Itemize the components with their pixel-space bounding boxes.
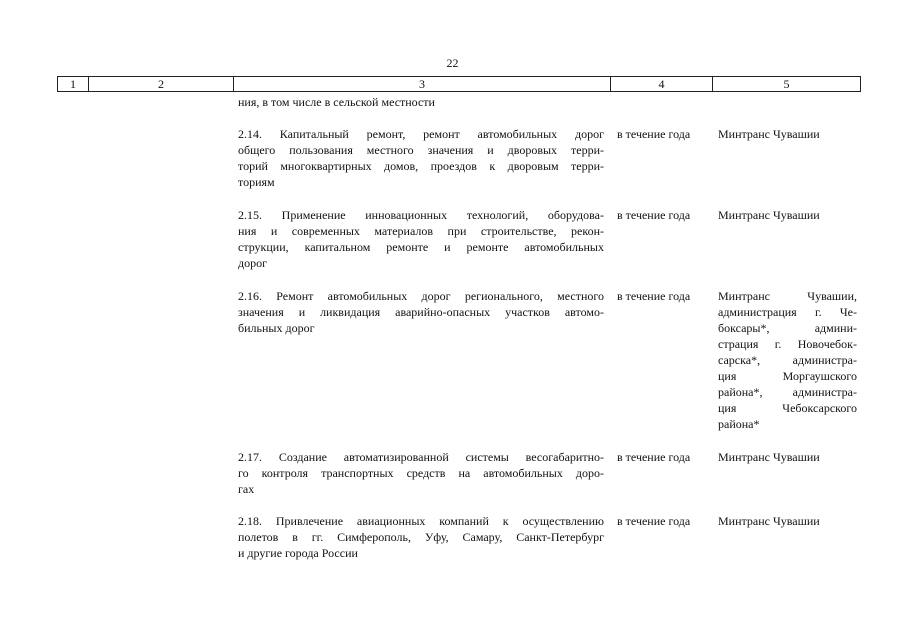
text-line: Минтранс Чувашии [718,127,820,141]
text-line: Минтранс Чувашии [718,514,820,528]
table-row-2-16-measure [238,288,604,336]
text-line: ция Чебоксарского [718,401,857,415]
text-line: 2.17. Создание автоматизированной системы весогабаритно- [238,450,604,464]
text-line: боксары*, админи- [718,321,857,335]
text-line: района*, администра- [718,385,857,399]
text-line: го контроля транспортных средств на автомобильных доро- [238,466,604,480]
text-line: полетов в гг. Симферополь, Уфу, Самару, Санкт-Петербург [238,530,604,544]
table-row-2-17-term: в течение года [617,450,691,464]
text-line: 2.15. Применение инновационных технологий, оборудова- [238,208,604,222]
text-line: значения и ликвидация аварийно-опасных участков автомо- [238,305,604,319]
text-line: Минтранс Чувашии [718,208,820,222]
table-row-2-15-measure [238,207,604,271]
table-row-2-15-responsible [718,207,857,223]
table-row-2-14-term: в течение года [617,127,691,141]
text-line: 2.16. Ремонт автомобильных дорог регионального, местного [238,289,604,303]
table-row-2-14-responsible [718,126,857,142]
text-line: ния и современных материалов при строительстве, рекон- [238,224,604,238]
text-line: дорог [238,256,268,270]
table-header-row [57,76,861,92]
table-row-2-18-measure [238,513,604,561]
table-row-2-15-term: в течение года [617,208,691,222]
table-row-2-14-measure [238,126,604,190]
text-line: Минтранс Чувашии, [718,289,857,303]
header-col-1: 1 [58,77,89,91]
text-line: ция Моргаушского [718,369,857,383]
text-line: струкции, капитальном ремонте и ремонте автомобильных [238,240,604,254]
text-line: бильных дорог [238,321,315,335]
text-line: 2.18. Привлечение авиационных компаний к осуществлению [238,514,604,528]
continuation-text [238,94,604,110]
text-line: района* [718,417,760,431]
table-row-2-17-measure [238,449,604,497]
text-line: 2.14. Капитальный ремонт, ремонт автомобильных дорог [238,127,604,141]
table-row-2-17-responsible [718,449,857,465]
text-line: ния, в том числе в сельской местности [238,95,435,109]
header-col-5: 5 [783,77,790,91]
header-col-4: 4 [611,77,713,91]
text-line: и другие города России [238,546,358,560]
table-row-2-16-term: в течение года [617,289,691,303]
text-line: общего пользования местного значения и дворовых терри- [238,143,604,157]
text-line: Минтранс Чувашии [718,450,820,464]
text-line: ториям [238,175,275,189]
header-col-2: 2 [89,77,234,91]
text-line: администрация г. Че- [718,305,857,319]
text-line: страция г. Новочебок- [718,337,857,351]
header-col-3: 3 [234,77,611,91]
text-line: торий многоквартирных домов, проездов к дворовым терри- [238,159,604,173]
page-number: 22 [446,56,459,70]
table-row-2-16-responsible [718,288,857,432]
text-line: гах [238,482,255,496]
table-row-2-18-responsible [718,513,857,529]
table-row-2-18-term: в течение года [617,514,691,528]
text-line: сарска*, администра- [718,353,857,367]
